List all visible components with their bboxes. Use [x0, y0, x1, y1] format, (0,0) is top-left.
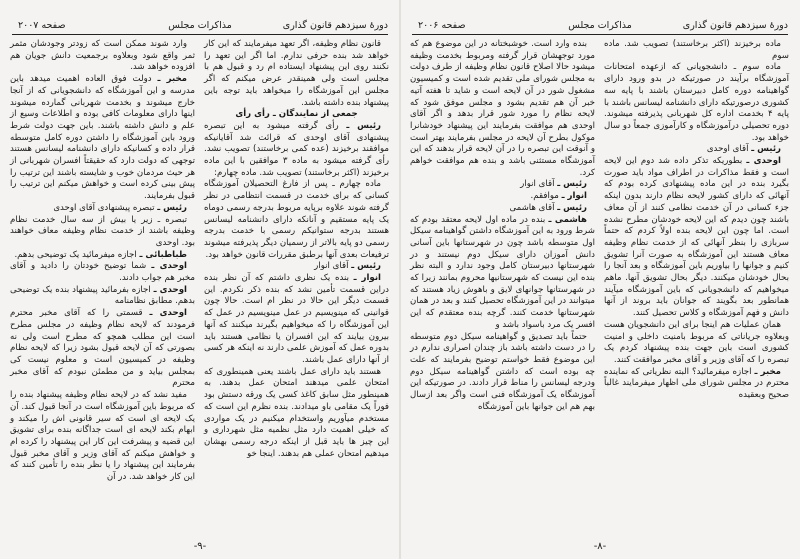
paragraph: [204, 261, 389, 273]
speaker-name: اوحدی ـ: [746, 156, 781, 167]
paragraph-text: شما توضیح خودتان را دادید و آقای مخبر هم جواب دادند.: [10, 261, 195, 284]
text-column: [410, 39, 595, 414]
paragraph-text: موافقم.: [530, 191, 559, 202]
paragraph: [204, 179, 389, 261]
paragraph-text: ماده سوم ـ دانشجویانی که ازعهده امتحانات آموزشگاه برآیند در صورتیکه در بدو ورود دارای گواهینامه دوره کامل دبیرستان باشند با پایه سه کشوری درصورتیکه دارای دانشنامه لیسانس باشند با پایه ۴ بخدمت اداره کل شهربانی پذیرفته میشوند. دوره تحصیلی درآموزشگاه و کارآموزی جمعاً دو سال خواهد بود.: [603, 62, 789, 143]
paragraph-text: جمعی از نمایندگان ـ رأی رأی: [235, 109, 358, 120]
paragraph: [604, 367, 789, 402]
paragraph-text: مفید نشد که در لایحه نظام وظیفه پیشنهاد بنده را که مربوط باین آموزشگاه است در آنجا قبول کند. آن یک لایحه ای است که سیر قانونی اش را میکند و ابهام بکند لایحه ای است جداگانه بنده برای تشویق این قضیه و پیشرفت این کار این پیشنهاد را کرده ام و خواهش میکنم که آقای وزیر و آقای مخبر قبول بفرمایند این پیشنهاد را یا نظر بنده را تأمین کنند که این کار خواهد شد. در آن: [10, 390, 195, 483]
paragraph: [604, 39, 789, 62]
text-column: [204, 39, 389, 460]
speaker-name: اوحدی ـ: [149, 308, 187, 319]
paragraph: [10, 308, 195, 390]
text-column: [604, 39, 789, 402]
paragraph-text: اجازه میفرمائید؟ البته نظریاتی که نماینده محترم در مجلس شورای ملی اظهار میفرمایند غالباً صحیح وبعقیده: [604, 366, 789, 401]
speaker-name: مخبر ـ: [157, 74, 187, 85]
speaker-name: رئیس ـ: [751, 144, 781, 155]
header-period-title: دورهٔ سیزدهم قانون گذاری: [682, 20, 788, 31]
page-header: [412, 20, 788, 35]
right-page: [400, 0, 800, 559]
paragraph-text: تبصره ـ زیر یا بیش از سه سال خدمت نظام وظیفه باشند از خدمت نظام وظیفه معاف خواهند بود. اوحدی: [10, 214, 195, 248]
paragraph-text: قانون نظام وظیفه، اگر تعهد میفرمایند که این کار خواهد شد بنده حرفی ندارم. اما اگر این تعهد را نکنند روی این پیشنهاد ایستاده ام رد و قبول هم با مجلس است ولی همینقدر عرض میکنم که اگر مجلس این آموزشگاه را میخواهد باید توجه باین پیشنهاد بنده داشته باشد.: [204, 39, 389, 108]
paragraph-text: بنده یک نظری داشتم که آن نظر بنده دراین قسمت تأمین نشد که بنده ذکر نکردم. این قسمت دیگر این حالا در نظر ام است. حالا چون قوانینی که مینویسیم در عمل مینویسیم در عمل که این آموزشگاه را که میخواهیم بگیرند میکنند که آنها بیرون بیایند که این افسران یا نظامی هستند باید بدوره عمل که آموزش علمی دارند نه اینکه هر کسی از آنها دارای عمل باشند.: [204, 273, 389, 365]
paragraph: [10, 285, 195, 308]
speaker-name: انوار ـ: [353, 273, 381, 284]
paragraph: [410, 203, 595, 215]
header-page-number: صفحه ۲۰۰۷: [18, 20, 66, 31]
paragraph: [410, 332, 595, 414]
paragraph-text: بنده وارد است. خوشبختانه در این موضوع هم که مورد توجهشان قرار گرفته ومربوط بخدمت وظیفه میشود حالا اصلاح قانون نظام وظیفه از طرف دولت به مجلس شورای ملی تقدیم شده است و کمیسیون مشغول شور در آن لایحه است و شاید تا هفته آتیه خبر آن هم تقدیم بشود و مجلس موفق شود که لایحه نظام را مورد شور قرار بدهد و اگر آقای اوحدی هم موافقت بفرمایند این پیشنهاد خودشانرا موکول بطرح آن لایحه در مجلس بفرمایند بهتر است و آنوقت این تبصره را در آن لایحه قرار بدهند که این آموزشگاه مستثنی باشد و بنده هم موافقت خواهم کرد.: [410, 39, 595, 178]
header-page-number: صفحه ۲۰۰۶: [418, 20, 466, 31]
paragraph-text: تبصره پیشنهادی آقای اوحدی: [53, 202, 155, 213]
paragraph-text: ماده برخیزند (اکثر برخاستند) تصویب شد. ماده سوم: [604, 39, 789, 61]
paragraph: [604, 320, 789, 367]
paragraph: [10, 390, 195, 484]
header-section-title: مذاکرات مجلس: [168, 20, 232, 31]
paragraph: [10, 39, 195, 74]
paragraph: [10, 250, 195, 262]
paragraph-text: آقای انوار: [314, 261, 349, 272]
section-heading: [204, 109, 389, 121]
paragraph-text: رأی گرفته میشود به این تبصره پیشنهادی آقای اوحدی که قرائت شد آقایانیکه موافقند برخیزند (عده کمی برخاستند) تصویب نشد. رأی گرفته میشود به ماده ۳ موافقین با این ماده برخیزند (اکثر برخاستند) تصویب شد. ماده چهارم:: [204, 120, 389, 178]
paragraph: [10, 74, 195, 203]
paragraph: [10, 261, 195, 284]
header-period-title: دورهٔ سیزدهم قانون گذاری: [282, 20, 388, 31]
paragraph-text: هستند باید دارای عمل باشند یعنی همینطوری که امتحان علمی میدهند امتحان عمل بدهند. به همینطور مثل سابق کاغذ کسی یک ورقه دستش بود فوراً یک مقامی باو میدادند. بنده نظرم این است که مستخدم میآوریم واستخدام میکنیم در یک مواردی که خیلی اهمیت دارد مثل نظمیه مثل شهرداری و این چیز ها باید قبل از اینکه درجه رسمی بهشان میدهیم امتحان عملی هم بدهند. اینجا خو: [204, 366, 389, 459]
paragraph-text: حتماً باید تصدیق و گواهینامه سیکل دوم متوسطه را در دست داشته باشد باز چندان اصراری ندارم در این موضوع فقط خواستم توضیح بفرمایند که علت چه بوده است که داشتن گواهینامه سیکل دوم ودرجه لیسانس را مناط قرار دادند. در صورتیکه این آموزشگاه یک آموزشگاه فنی است واگر بعد ازسال بهم هم این جوانها باین آموزشگاه: [410, 331, 595, 412]
paragraph: [204, 273, 389, 367]
paragraph: [10, 215, 195, 250]
page-footer-number: -۹-: [193, 541, 207, 552]
paragraph: [204, 121, 389, 180]
paragraph-text: دولت فوق العاده اهمیت میدهد باین مدرسه و این آموزشگاه که دانشجویانی که از آنجا خارج میشوند و بخدمت شهربانی گمارده میشوند اینها دارای معلومات کافی بوده و اطلاعات وسیع از علم و دانش داشته باشند. باین جهت دولت شرط ورود باین آموزشگاه را داشتن دوره کامل متوسطه قرار داده و کسانیکه دارای دانشنامه لیسانس هستند توجهی که دولت دارد که حقیقتاً افسران شهربانی از هر حیث مردمان خوب و شایسته باشند این ترتیب را پیش بینی کرده است و خواهش میکنم این ترتیب را قبول بفرمایند.: [10, 74, 195, 202]
speaker-name: رئیس ـ: [557, 202, 587, 213]
paragraph: [410, 215, 595, 332]
paragraph-text: بنده در ماده اول لایحه معتقد بودم که شرط ورود به این آموزشگاه داشتن گواهینامه سیکل اول متوسطه باشد چون در شهرستانها باین آسانی دانش آموزان دارای سیکل دوم نیستند و در شهرستانها دبیرستان کامل وجود ندارد و البته نظر بنده این نیست که شهرستانیها محروم بمانند زیرا که در شهرستانها جوانهای لایق و باهوش زیاد هستند که میتوانند در این آموزشگاه تحصیل کنند و بعد در همان شهرستانها خدمت کنند. گرچه بنده معتقدم که این افسر یک مرد باسواد باشد و: [410, 214, 595, 330]
paragraph: [410, 179, 595, 191]
paragraph-text: ماده چهارم ـ پس از فارغ التحصیلان آموزشگاه کسانی که برای خدمت در قسمت انتظامی در نظر گرفته شوند علاوه برپایه مربوط بدرجه رسمی دوماه یک پایه مستقیم و آنانکه دارای دانشنامه لیسانس هستند بدرجه ستوانیکم رسمی با خدمت بدرجه رسمی دو پایه بالاتر از رسمیان دیگر پذیرفته میشوند ترفیعات بعدی آنها برطبق مقررات قانون خواهد بود.: [204, 179, 389, 260]
paragraph-text: آقای انوار: [520, 179, 555, 190]
paragraph: [410, 39, 595, 179]
header-section-title: مذاکرات مجلس: [568, 20, 632, 31]
paragraph: [204, 367, 389, 461]
paragraph-text: بطوریکه تذکر داده شد دوم این لایحه است و فقط مذاکرات در اطراف مواد باید صورت بگیرد بنده در این ماده پیشنهادی کرده بودم که آنهائی که دارای کشور لایحه نظام دارند بدون اینکه جزء کسانی در آن خدمت نظامی کنند از آن معاف باشند چون دیدم که این لایحه خودشان مطرح نشده است. اما چون این لایحه بنده اولاً کردم که حتماً سربازی را بنظر آنهائی که از خدمت نظام وظیفه معاف هستند این آموزشگاه به صورت آنرا تشویق کنیم و جوانها را بیاوریم باین آموزشگاه و بعد آنجا را بحال خودشان میکنند. دیگر بحال تشویق آنها. ماهم میخواهیم که دانشجویانی که باین آموزشگاه میآیند همانطور بعد بگویند که جوانان باید بروند از آنها دانش و فهم آموزشگاه و کلاس تحصیل کنند.: [604, 156, 789, 319]
speaker-name: رئیس ـ: [557, 179, 587, 190]
page-footer-number: -۸-: [593, 541, 607, 552]
speaker-name: اوحدی ـ: [153, 284, 187, 295]
speaker-name: اوحدی ـ: [151, 261, 187, 272]
paragraph-text: آقای هاشمی: [509, 202, 555, 213]
paragraph-text: قسمتی را که آقای مخبر محترم فرمودند که لایحه نظام وظیفه در مجلس مطرح است این مطلب همچو که مطرح است ولی نه بصورتی که آن لایحه قبول بشود زیرا که لایحه نظام وظیفه در کمیسیون است و معلوم نیست کی بمجلس بیاید و من مطمئن نبودم که آقای مخبر محترم: [10, 308, 195, 389]
speaker-name: رئیس ـ: [346, 120, 382, 131]
paragraph-text: آقای اوحدی: [706, 144, 749, 155]
speaker-name: انوار ـ: [561, 191, 587, 202]
speaker-name: هاشمی ـ: [548, 214, 587, 225]
paragraph: [10, 203, 195, 215]
paragraph: [604, 62, 789, 144]
speaker-name: طباطبائی ـ: [139, 249, 187, 260]
speaker-name: رئیس ـ: [351, 261, 381, 272]
text-column: [10, 39, 195, 484]
paragraph: [604, 156, 789, 320]
speaker-name: رئیس ـ: [157, 202, 187, 213]
paragraph-text: اجازه میفرمائید یک توضیحی بدهم.: [14, 249, 137, 260]
paragraph: [604, 144, 789, 156]
paragraph-text: وارد شوند ممکن است که زودتر وجودشان مثمر ثمر واقع شود وبعلاوه برجمعیت دانش جویان هم افزوده خواهد شد.: [10, 39, 195, 73]
paragraph: [410, 191, 595, 203]
speaker-name: مخبر ـ: [754, 366, 781, 377]
paragraph: [204, 39, 389, 109]
paragraph-text: همان عملیات هم اینجا برای این دانشجویان هست وبعلاوه جریاناتی که مربوط بامنیت داخلی و امنیت کشوری است باین جهت بنده پیشنهاد کردم یک تبصره را که آقای وزیر و آقای مخبر موافقت کنند.: [604, 319, 789, 365]
page-header: [12, 20, 388, 35]
paragraph-text: اجازه بفرمائید پیشنهاد بنده یک توضیحی بدهم. مطابق نظامنامه: [10, 284, 195, 307]
